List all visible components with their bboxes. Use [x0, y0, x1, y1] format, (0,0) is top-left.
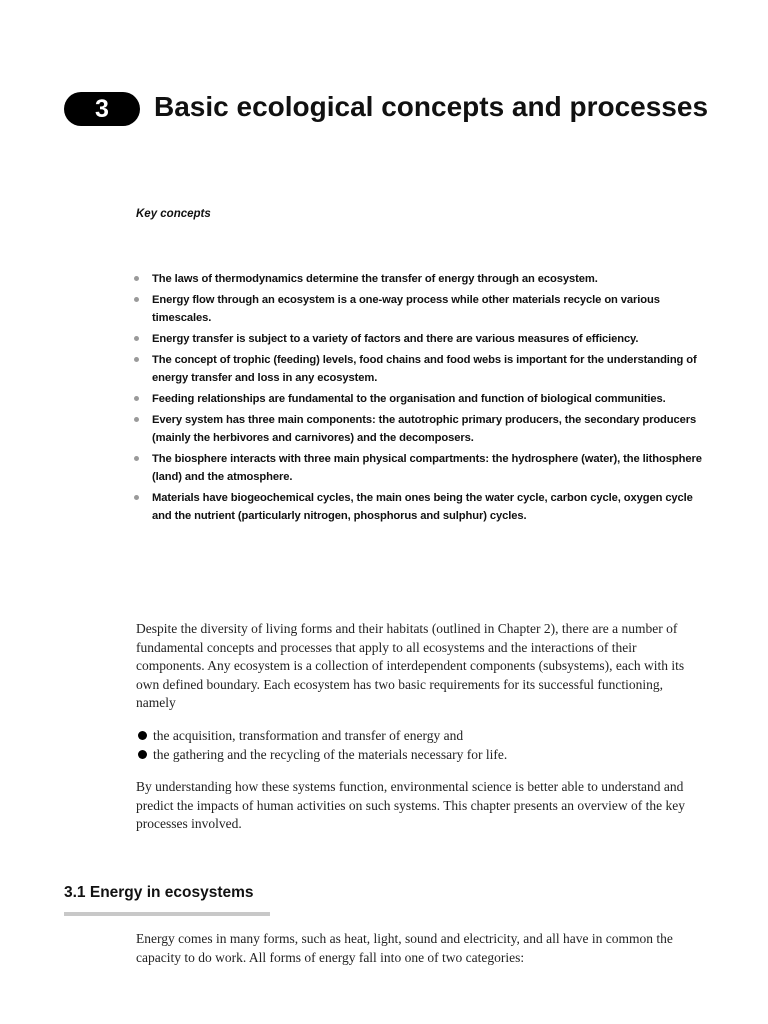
- key-concept-text: Every system has three main components: the autotrophic primary producers, the secondary producers (mainly the herbivores and carnivores) and the decomposers.: [152, 414, 697, 444]
- requirement-item: [138, 745, 698, 764]
- key-concepts-list: [134, 270, 714, 528]
- key-concepts-heading: Key concepts: [136, 208, 211, 220]
- chapter-title: Basic ecological concepts and processes: [154, 91, 709, 122]
- bullet-icon: [134, 495, 139, 500]
- requirement-text: the gathering and the recycling of the materials necessary for life.: [153, 747, 508, 762]
- key-concept-text: The biosphere interacts with three main physical compartments: the hydrosphere (water), the lithosphere (land) and the atmosphere.: [152, 453, 702, 483]
- chapter-number: 3: [95, 94, 109, 123]
- intro-paragraph: Despite the diversity of living forms and their habitats (outlined in Chapter 2), there are a number of fundamental concepts and processes that apply to all ecosystems and the interactions of their components. Any ecosystem is a collection of interdependent components (subsystems), each with its own defined boundary. Each ecosystem has two basic requirements for its successful functioning, namely: [136, 621, 685, 710]
- bullet-icon: [134, 336, 139, 341]
- key-concept-item: [134, 390, 714, 408]
- bullet-icon: [138, 750, 147, 759]
- chapter-number-badge: [64, 92, 140, 126]
- key-concept-item: [134, 330, 714, 348]
- section-paragraph: Energy comes in many forms, such as heat, light, sound and electricity, and all have in common the capacity to do work. All forms of energy fall into one of two categories:: [136, 931, 673, 965]
- section-underline: [64, 912, 270, 916]
- key-concept-text: The concept of trophic (feeding) levels, food chains and food webs is important for the understanding of energy transfer and loss in any ecosystem.: [152, 354, 697, 384]
- key-concept-text: The laws of thermodynamics determine the transfer of energy through an ecosystem.: [152, 273, 598, 285]
- key-concept-item: [134, 291, 714, 327]
- key-concept-text: Feeding relationships are fundamental to the organisation and function of biological communities.: [152, 393, 666, 405]
- key-concept-item: [134, 270, 714, 288]
- requirement-item: [138, 726, 698, 745]
- key-concept-item: [134, 450, 714, 486]
- requirements-list: [138, 726, 698, 764]
- requirement-text: the acquisition, transformation and transfer of energy and: [153, 728, 464, 743]
- section-heading: 3.1 Energy in ecosystems: [64, 884, 254, 901]
- key-concept-text: Energy transfer is subject to a variety of factors and there are various measures of efficiency.: [152, 333, 639, 345]
- key-concept-item: [134, 489, 714, 525]
- bullet-icon: [134, 357, 139, 362]
- key-concept-item: [134, 411, 714, 447]
- bullet-icon: [134, 297, 139, 302]
- bullet-icon: [134, 276, 139, 281]
- key-concept-text: Energy flow through an ecosystem is a one-way process while other materials recycle on various timescales.: [152, 294, 660, 324]
- key-concept-text: Materials have biogeochemical cycles, the main ones being the water cycle, carbon cycle, oxygen cycle and the nutrient (particularly nitrogen, phosphorus and sulphur) cycles.: [152, 492, 693, 522]
- bullet-icon: [134, 396, 139, 401]
- bullet-icon: [138, 731, 147, 740]
- overview-paragraph: By understanding how these systems function, environmental science is better able to understand and predict the impacts of human activities on such systems. This chapter presents an overview of the key processes involved.: [136, 779, 685, 831]
- key-concept-item: [134, 351, 714, 387]
- bullet-icon: [134, 417, 139, 422]
- bullet-icon: [134, 456, 139, 461]
